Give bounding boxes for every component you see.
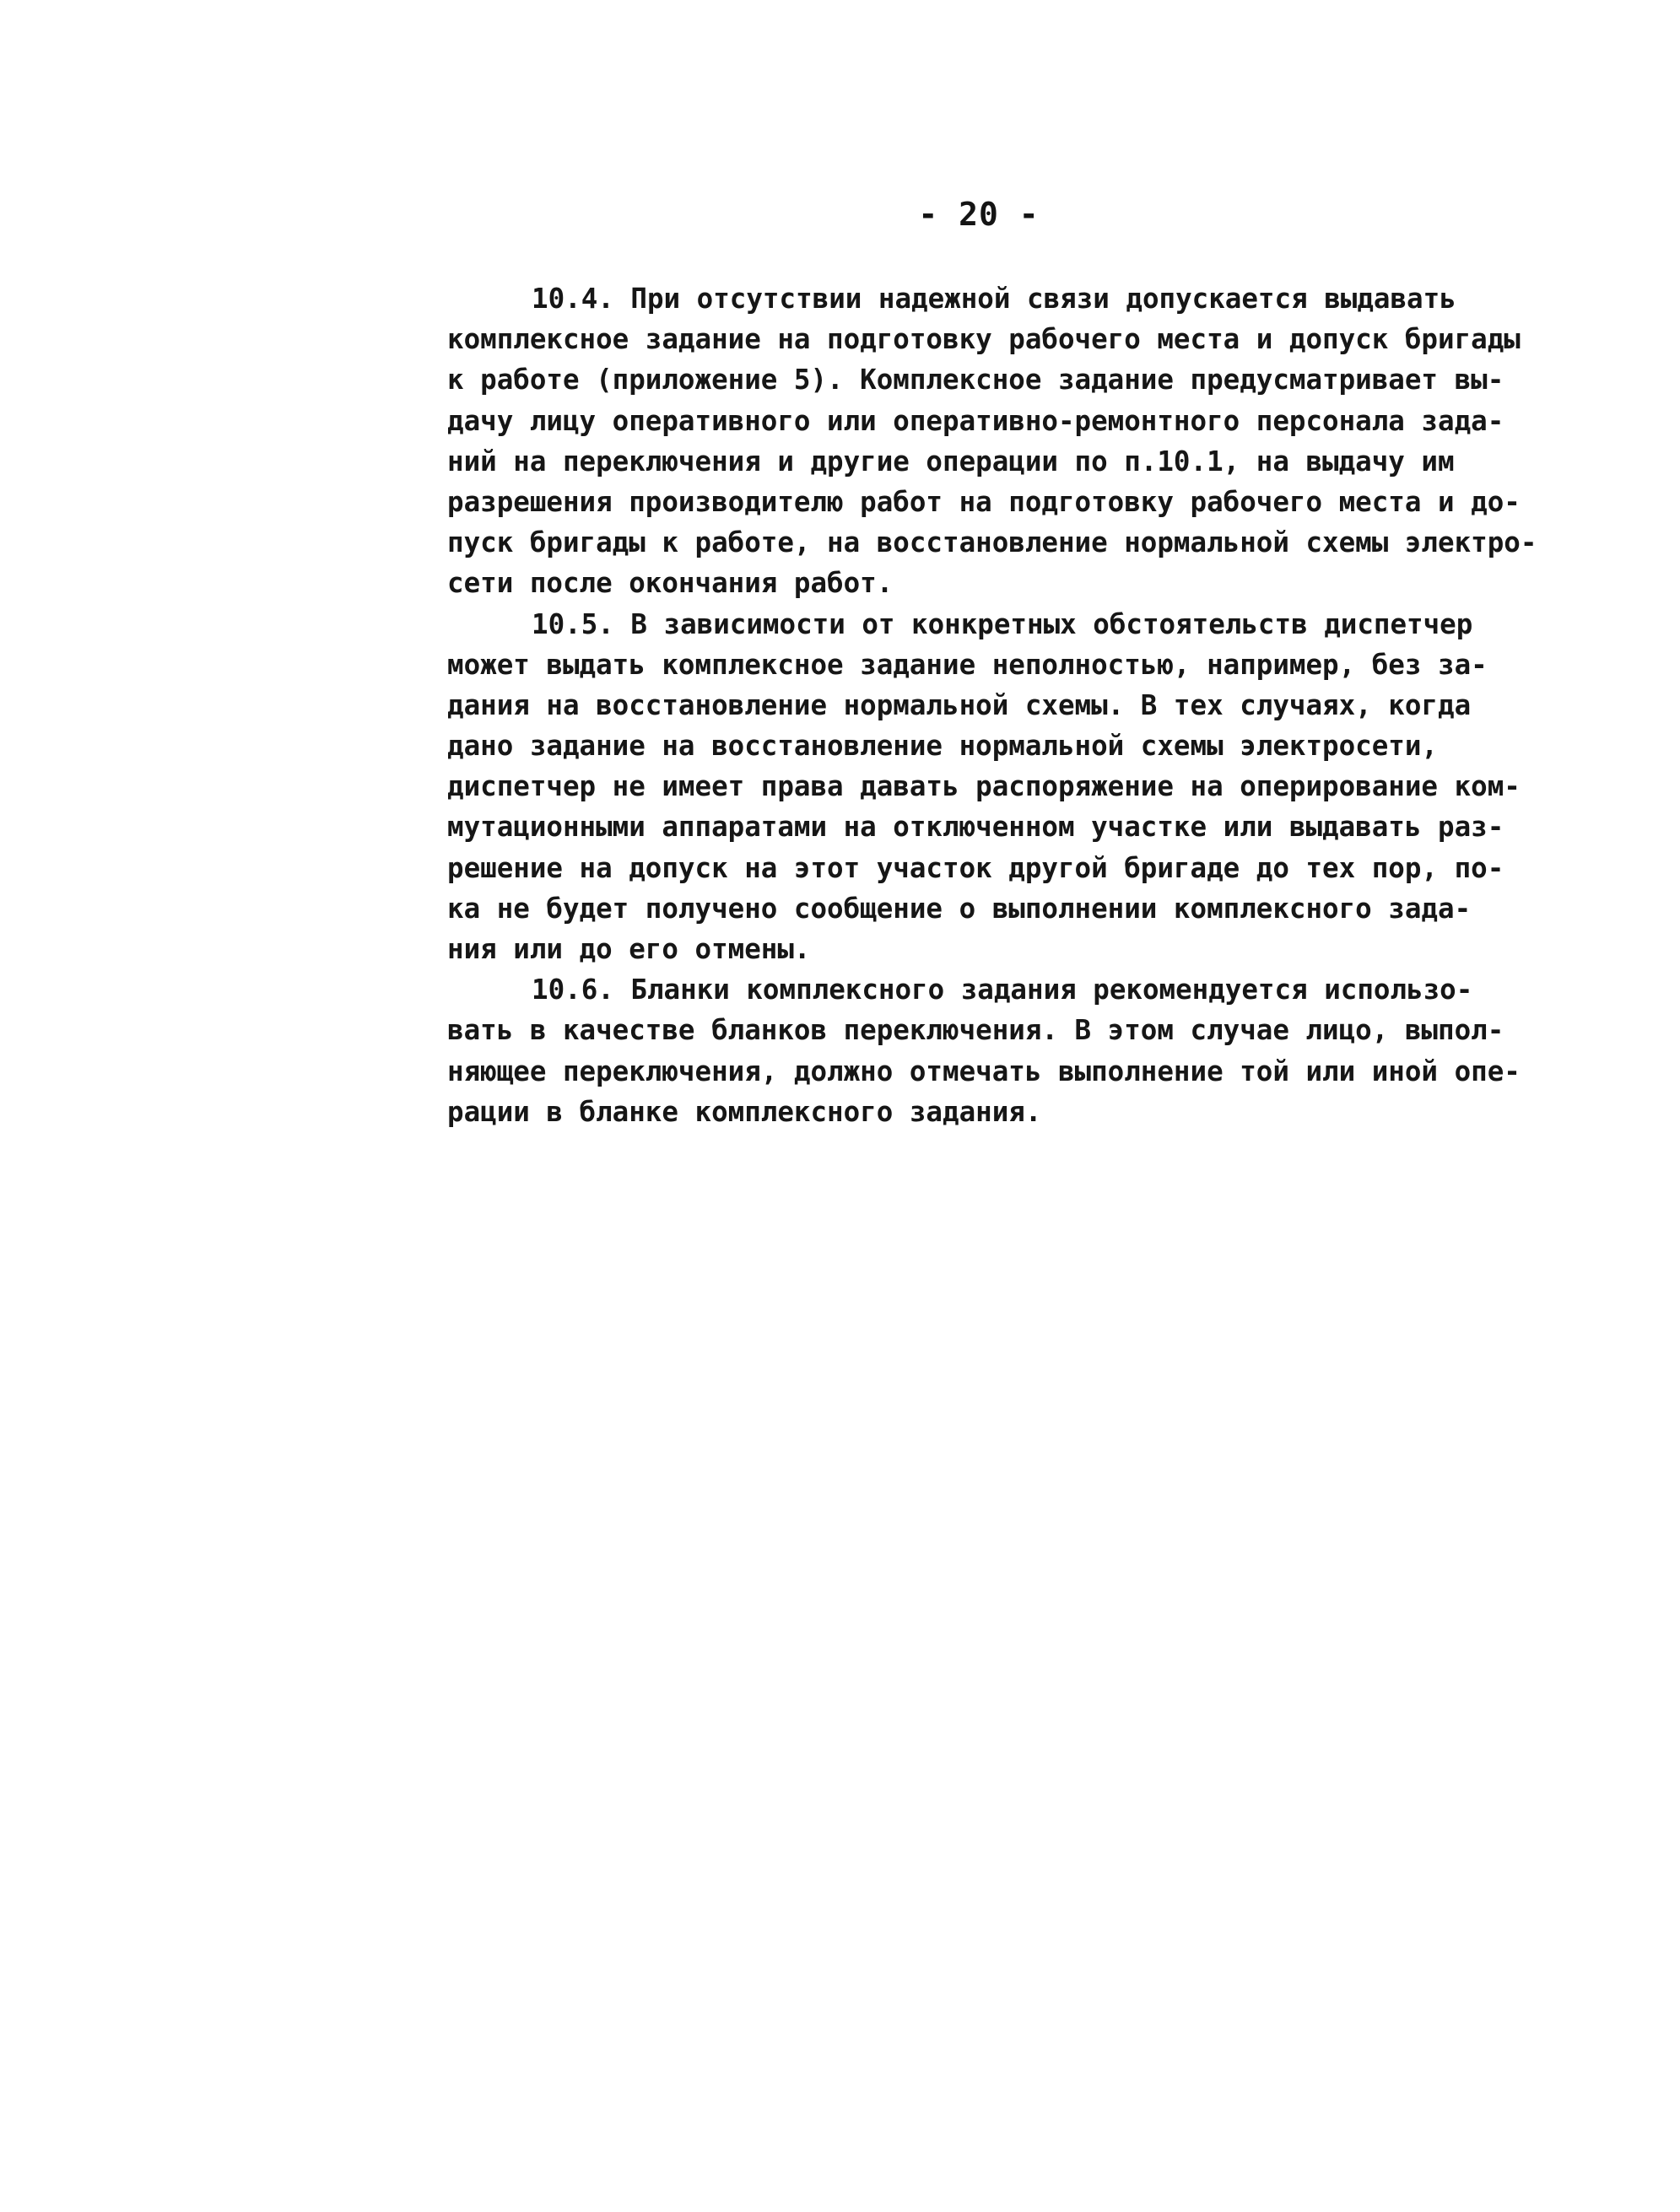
text-line: рации в бланке комплексного задания. [447,1095,1042,1128]
text-line: дания на восстановление нормальной схемы. В тех случаях, когда [447,688,1472,721]
text-line: сети после окончания работ. [447,567,894,600]
text-line: дачу лицу оперативного или оперативно-ремонтного персонала зада- [447,404,1504,437]
text-line: ния или до его отмены. [447,933,811,965]
body-text [447,278,1569,1132]
text-line: пуск бригады к работе, на восстановление нормальной схемы электро- [447,526,1537,559]
text-line: ка не будет получено сообщение о выполнении комплексного зада- [447,892,1472,925]
text-line: 10.5. В зависимости от конкретных обстоятельств диспетчер [532,607,1473,640]
text-line: вать в качестве бланков переключения. В этом случае лицо, выпол- [447,1014,1504,1047]
text-line: к работе (приложение 5). Комплексное задание предусматривает вы- [447,364,1504,397]
text-line: разрешения производителю работ на подготовку рабочего места и до- [447,485,1521,518]
text-line: может выдать комплексное задание неполностью, например, без за- [447,648,1488,681]
text-line: диспетчер не имеет права давать распоряжение на оперирование ком- [447,770,1521,803]
text-line: комплексное задание на подготовку рабочего места и допуск бригады [447,323,1521,356]
page-number: - 20 - [918,196,1040,233]
text-line: решение на допуск на этот участок другой бригаде до тех пор, по- [447,851,1504,884]
text-line: дано задание на восстановление нормальной схемы электросети, [447,730,1438,763]
text-line: мутационными аппаратами на отключенном участке или выдавать раз- [447,811,1504,844]
text-line: 10.6. Бланки комплексного задания рекомендуется использо- [532,974,1473,1006]
text-line: 10.4. При отсутствии надежной связи допускается выдавать [532,283,1456,315]
text-line: няющее переключения, должно отмечать выполнение той или иной опе- [447,1055,1521,1087]
text-line: ний на переключения и другие операции по п.10.1, на выдачу им [447,445,1455,477]
